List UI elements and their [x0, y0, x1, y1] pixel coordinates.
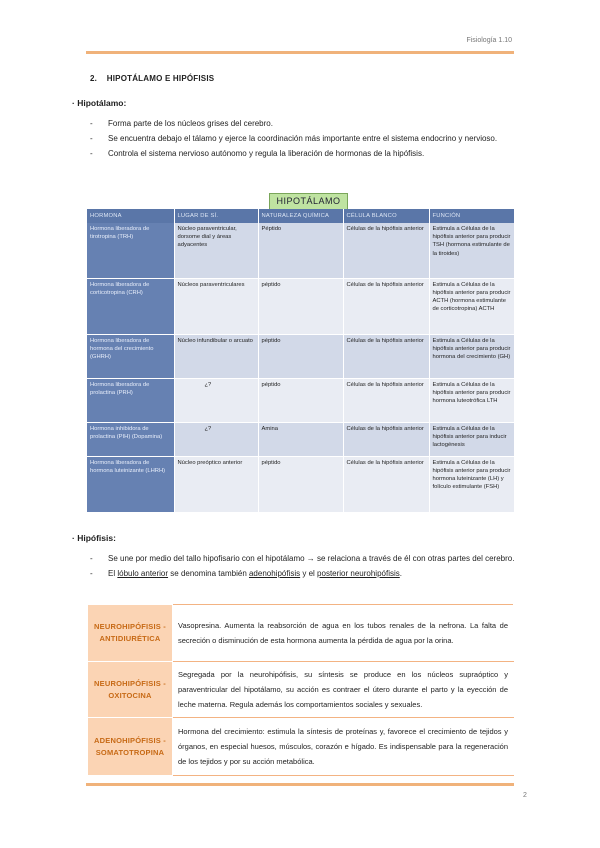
table-header-row [87, 209, 514, 223]
table-row [87, 422, 514, 456]
table-cell: péptido [258, 334, 343, 378]
table-cell: Estimula a Células de la hipófisis anterior para producir hormona del crecimiento (GH) [429, 334, 514, 378]
column-header: LUGAR DE SÍ. [174, 209, 258, 223]
summary-label: NEUROHIPÓFISIS - ANTIDIURÉTICA [88, 605, 173, 662]
table-row [87, 456, 514, 512]
table-cell: Células de la hipófisis anterior [343, 378, 429, 422]
hormone-summary-table [87, 604, 514, 776]
table-cell: Estimula a Células de la hipófisis anterior para producir hormona luteinizante (LH) y folículo estimulante (FSH) [429, 456, 514, 512]
summary-text: Segregada por la neurohipófisis, su síntesis se produce en los núcleos supraóptico y paraventricular del hipotálamo, su acción es contraer el útero durante el parto y la eyección de leche materna. Regula además los comportamientos sociales y sexuales. [173, 662, 514, 718]
column-header: CÉLULA BLANCO [343, 209, 429, 223]
hormone-name-cell: Hormona liberadora de corticotropina (CRH) [87, 278, 174, 334]
table-cell: Amina [258, 422, 343, 456]
table-row [87, 334, 514, 378]
summary-text: Vasopresina. Aumenta la reabsorción de agua en los tubos renales de la nefrona. La falta de secreción o disminución de esta hormona aumenta la pérdida de agua por la orina. [173, 605, 514, 662]
hipotalamo-bullets [90, 116, 532, 161]
term-lobulo-anterior: lóbulo anterior [117, 569, 169, 578]
table-cell: ¿? [174, 378, 258, 422]
table-cell: Células de la hipófisis anterior [343, 223, 429, 278]
hormone-table [87, 209, 515, 513]
column-header: HORMONA [87, 209, 174, 223]
hormone-name-cell: Hormona liberadora de prolactina (PRH) [87, 378, 174, 422]
table-cell: Estimula a Células de la hipófisis anterior para producir ACTH (hormona estimulante de corticotropina) ACTH [429, 278, 514, 334]
table-cell: Células de la hipófisis anterior [343, 334, 429, 378]
table-cell: Núcleo preóptico anterior [174, 456, 258, 512]
table-cell: Células de la hipófisis anterior [343, 456, 429, 512]
text-run: . [399, 569, 402, 578]
table-row [87, 378, 514, 422]
text-run: El [108, 569, 118, 578]
column-header: FUNCIÓN [429, 209, 514, 223]
table-cell: Péptido [258, 223, 343, 278]
summary-label: ADENOHIPÓFISIS - SOMATOTROPINA [88, 718, 173, 776]
table-row [87, 278, 514, 334]
summary-row [88, 662, 514, 718]
summary-text: Hormona del crecimiento: estimula la síntesis de proteínas y, favorece el crecimiento de tejidos y órganos, en especial huesos, músculos, corazón e hígado. Es indispensable para la regeneración de los tejidos y por su acción metabólica. [173, 718, 514, 776]
bullet-item: - Controla el sistema nervioso autónomo y regula la liberación de hormonas de la hipófisis. [90, 146, 532, 161]
hipofisis-bullets [90, 551, 532, 581]
table-row [87, 223, 514, 278]
bullet-item: - Forma parte de los núcleos grises del cerebro. [90, 116, 532, 131]
section-title: 2. HIPOTÁLAMO E HIPÓFISIS [90, 74, 215, 83]
summary-label: NEUROHIPÓFISIS - OXITOCINA [88, 662, 173, 718]
table-cell: Células de la hipófisis anterior [343, 278, 429, 334]
diagram-title: HIPOTÁLAMO [269, 193, 348, 210]
table-cell: Estimula a Células de la hipófisis anterior para producir TSH (hormona estimulante de la tiroides) [429, 223, 514, 278]
table-cell: Estimula a Células de la hipófisis anterior para inducir lactogénesis [429, 422, 514, 456]
hipofisis-heading: · Hipófisis: [72, 533, 116, 543]
bullet-item [90, 566, 532, 581]
summary-row [88, 718, 514, 776]
table-cell: péptido [258, 456, 343, 512]
term-adenohipofisis: adenohipófisis [248, 569, 301, 578]
hormone-name-cell: Hormona liberadora de hormona del crecimiento (GHRH) [87, 334, 174, 378]
hormone-name-cell: Hormona liberadora de hormona luteinizante (LHRH) [87, 456, 174, 512]
table-cell: Núcleo paraventricular, dorsome dial y áreas adyacentes [174, 223, 258, 278]
table-cell: péptido [258, 378, 343, 422]
bullet-item: - Se une por medio del tallo hipofisario con el hipotálamo → se relaciona a través de él con otras partes del cerebro. [90, 551, 532, 566]
table-cell: Núcleo infundibular o arcuato [174, 334, 258, 378]
header-rule [86, 51, 514, 54]
text-run: se denomina también [168, 569, 249, 578]
page-header-course: Fisiología 1.10 [466, 37, 512, 44]
column-header: NATURALEZA QUÍMICA [258, 209, 343, 223]
summary-row [88, 605, 514, 662]
footer-rule [86, 783, 514, 786]
bullet-item: - Se encuentra debajo el tálamo y ejerce la coordinación más importante entre el sistema endocrino y nervioso. [90, 131, 532, 146]
hipotalamo-heading: · Hipotálamo: [72, 98, 127, 108]
table-cell: Estimula a Células de la hipófisis anterior para producir hormona luteotrófica LTH [429, 378, 514, 422]
page-number: 2 [523, 792, 527, 799]
text-run: y el [300, 569, 318, 578]
table-cell: ¿? [174, 422, 258, 456]
hormone-name-cell: Hormona liberadora de tirotropina (TRH) [87, 223, 174, 278]
table-cell: Células de la hipófisis anterior [343, 422, 429, 456]
table-cell: péptido [258, 278, 343, 334]
table-cell: Núcleos paraventriculares [174, 278, 258, 334]
term-neurohipofisis: posterior neurohipófisis [317, 569, 400, 578]
hormone-name-cell: Hormona inhibidora de prolactina (PIH) (Dopamina) [87, 422, 174, 456]
